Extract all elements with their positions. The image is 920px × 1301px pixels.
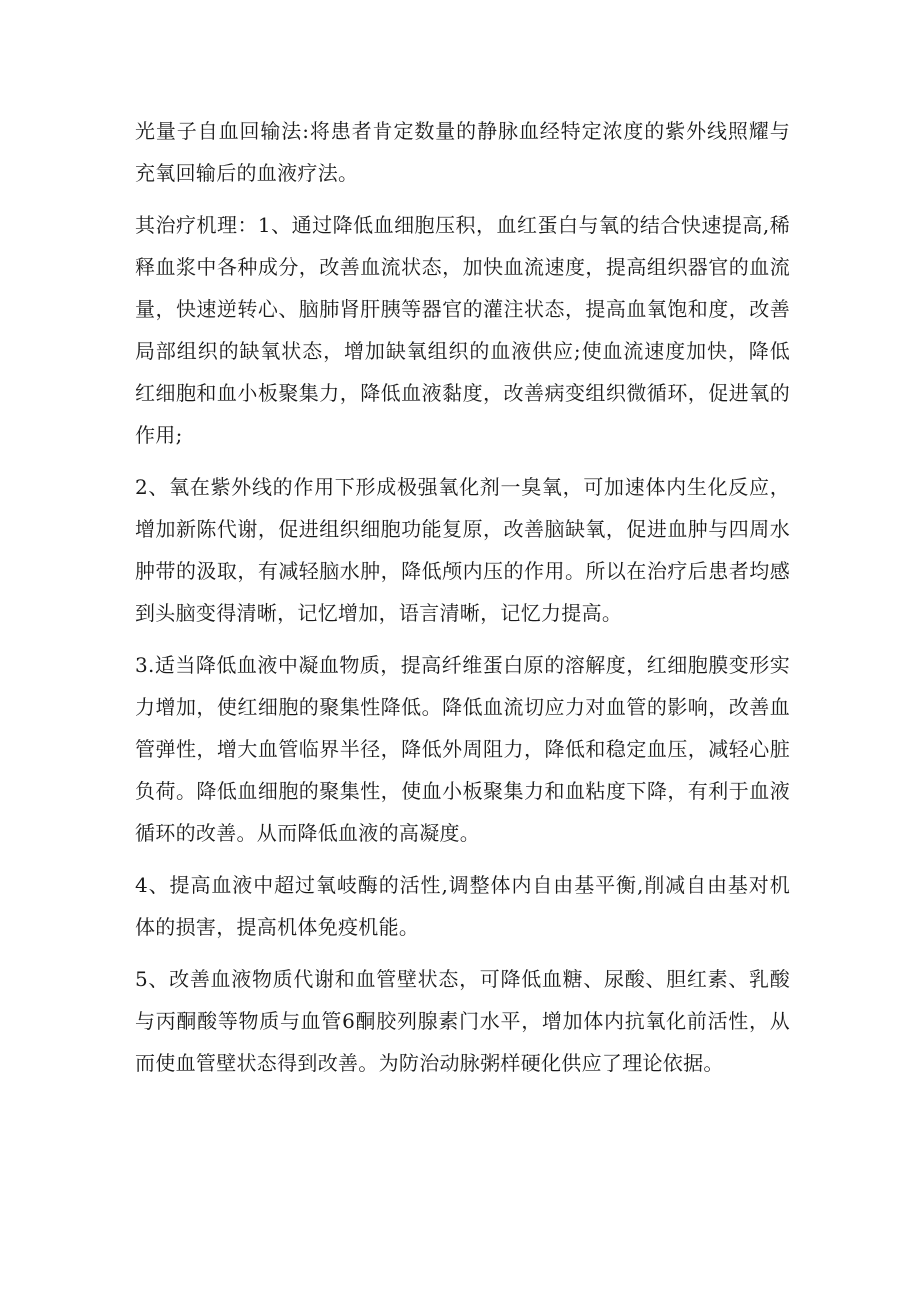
paragraph-mechanism-2: 2、氧在紫外线的作用下形成极强氧化剂一臭氧，可加速体内生化反应，增加新陈代谢，促进组织细胞功能复原，改善脑缺氧，促进血肿与四周水肿带的汲取，有减轻脑水肿，降低颅内压的作用。所以在治疗后患者均感到头脑变得清晰，记忆增加，语言清晰，记忆力提高。 [135, 475, 790, 625]
paragraph-mechanism-1: 其治疗机理：1、通过降低血细胞压积，血红蛋白与氧的结合快速提高,稀释血浆中各种成分，改善血流状态，加快血流速度，提高组织器官的血流量，快速逆转心、脑肺肾肝胰等器官的灌注状态，提高血氧饱和度，改善局部组织的缺氧状态，增加缺氧组织的血液供应;使血流速度加快，降低红细胞和血小板聚集力，降低血液黏度，改善病变组织微循环，促进氧的作用; [135, 213, 790, 447]
paragraph-mechanism-5: 5、改善血液物质代谢和血管壁状态，可降低血糖、尿酸、胆红素、乳酸与丙酮酸等物质与血管6酮胶列腺素门水平，增加体内抗氧化前活性，从而使血管壁状态得到改善。为防治动脉粥样硬化供应了理论依据。 [135, 967, 790, 1075]
paragraph-mechanism-3: 3.适当降低血液中凝血物质，提高纤维蛋白原的溶解度，红细胞膜变形实力增加，使红细胞的聚集性降低。降低血流切应力对血管的影响，改善血管弹性，增大血管临界半径，降低外周阻力，降低和稳定血压，减轻心脏负荷。降低血细胞的聚集性，使血小板聚集力和血粘度下降，有利于血液循环的改善。从而降低血液的高凝度。 [135, 653, 790, 845]
paragraph-intro: 光量子自血回输法:将患者肯定数量的静脉血经特定浓度的紫外线照耀与充氧回输后的血液疗法。 [135, 119, 790, 185]
paragraph-mechanism-4: 4、提高血液中超过氧岐酶的活性,调整体内自由基平衡,削减自由基对机体的损害，提高机体免疫机能。 [135, 873, 790, 939]
document-body [135, 110, 790, 1094]
